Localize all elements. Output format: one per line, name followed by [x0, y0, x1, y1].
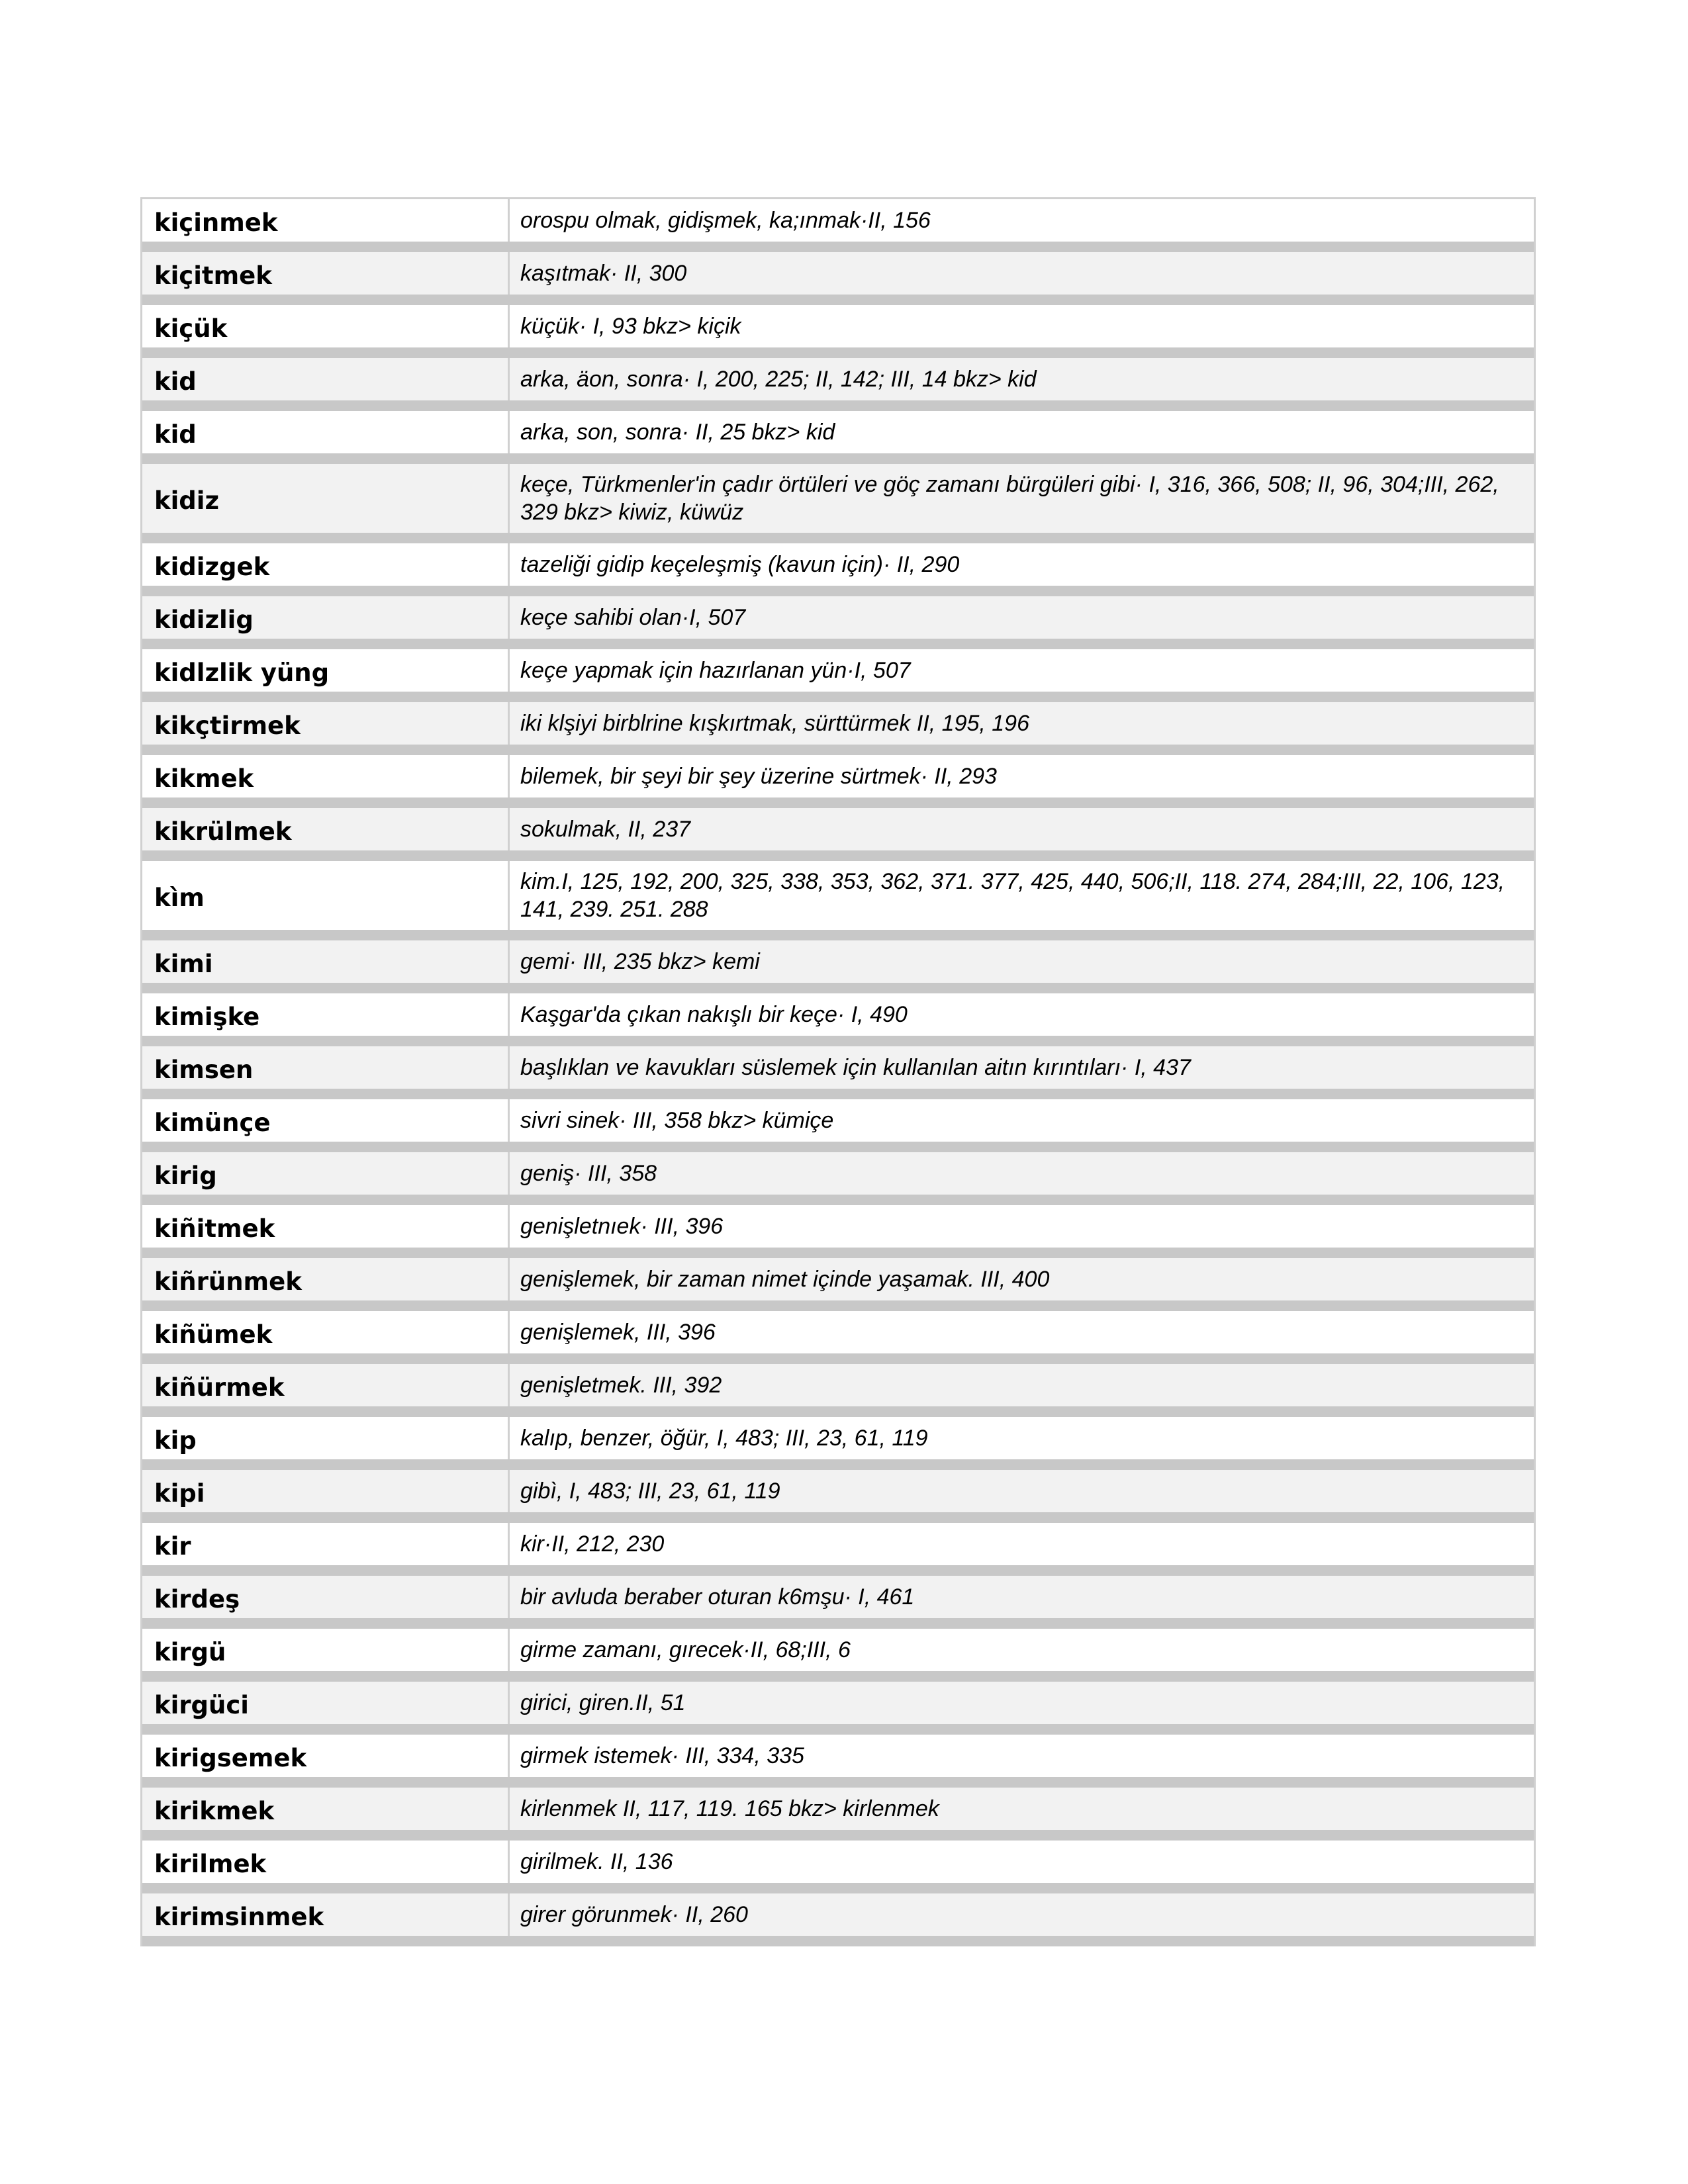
definition: girer görunmek· II, 260: [520, 1902, 748, 1927]
headword: kiñrünmek: [142, 1258, 510, 1300]
definition: kaşıtmak· II, 300: [520, 261, 687, 286]
headword: kimünçe: [142, 1099, 510, 1142]
headword: kirilmek: [142, 1841, 510, 1883]
table-row: [142, 464, 1534, 543]
table-row: [142, 1311, 1534, 1364]
headword: kiçük: [142, 305, 510, 347]
definition: arka, son, sonra· II, 25 bkz> kid: [520, 420, 835, 445]
headword: kiñürmek: [142, 1364, 510, 1406]
definition: genişlemek, bir zaman nimet içinde yaşamak. III, 400: [520, 1267, 1050, 1292]
definition: orospu olmak, gidişmek, ka;ınmak·II, 156: [520, 208, 931, 233]
table-row: [142, 1470, 1534, 1523]
table-row: [142, 411, 1534, 464]
table-row: [142, 755, 1534, 808]
headword: kikçtirmek: [142, 702, 510, 745]
headword: kidizgek: [142, 543, 510, 586]
definition: genişlemek, III, 396: [520, 1320, 716, 1345]
table-row: [142, 543, 1534, 596]
definition: keçe sahibi olan·I, 507: [520, 605, 746, 630]
headword: kirgüci: [142, 1682, 510, 1724]
definition: keçe yapmak için hazırlanan yün·I, 507: [520, 658, 911, 683]
table-row: [142, 1682, 1534, 1735]
definition: geniş· III, 358: [520, 1161, 657, 1186]
definition: kirlenmek II, 117, 119. 165 bkz> kirlenmek: [520, 1796, 939, 1821]
table-row: [142, 940, 1534, 993]
headword: kipi: [142, 1470, 510, 1512]
headword: kidizlig: [142, 596, 510, 639]
table-row: [142, 305, 1534, 358]
headword: kirimsinmek: [142, 1893, 510, 1936]
definition: tazeliği gidip keçeleşmiş (kavun için)· II, 290: [520, 552, 960, 577]
definition: bir avluda beraber oturan k6mşu· I, 461: [520, 1584, 915, 1610]
table-row: [142, 1046, 1534, 1099]
definition: başlıklan ve kavukları süslemek için kullanılan aitın kırıntıları· I, 437: [520, 1055, 1191, 1080]
definition: genişletnıek· III, 396: [520, 1214, 724, 1239]
table-row: [142, 1099, 1534, 1152]
headword: kiñitmek: [142, 1205, 510, 1248]
table-row: [142, 1152, 1534, 1205]
table-row: [142, 358, 1534, 411]
table-row: [142, 596, 1534, 649]
definition: sokulmak, II, 237: [520, 817, 691, 842]
headword: kip: [142, 1417, 510, 1459]
table-row: [142, 1576, 1534, 1629]
headword: kirigsemek: [142, 1735, 510, 1777]
headword: kiçitmek: [142, 252, 510, 295]
definition: genişletmek. III, 392: [520, 1373, 722, 1398]
headword: kikrülmek: [142, 808, 510, 850]
definition: girilmek. II, 136: [520, 1849, 673, 1874]
table-row: [142, 199, 1534, 252]
definition: gemi· III, 235 bkz> kemi: [520, 949, 760, 974]
headword: kirikmek: [142, 1788, 510, 1830]
table-row: [142, 1629, 1534, 1682]
table-row: [142, 1788, 1534, 1841]
headword: kimişke: [142, 993, 510, 1036]
table-row: [142, 993, 1534, 1046]
definition: girmek istemek· III, 334, 335: [520, 1743, 804, 1768]
table-row: [142, 808, 1534, 861]
definition: arka, äon, sonra· I, 200, 225; II, 142; III, 14 bkz> kid: [520, 367, 1037, 392]
table-row: [142, 1258, 1534, 1311]
table-row: [142, 702, 1534, 755]
headword: kiñümek: [142, 1311, 510, 1353]
table-row: [142, 861, 1534, 940]
headword: kid: [142, 411, 510, 453]
table-row: [142, 1841, 1534, 1893]
table-row: [142, 1893, 1534, 1946]
definition: kalıp, benzer, öğür, I, 483; III, 23, 61, 119: [520, 1426, 928, 1451]
table-row: [142, 1205, 1534, 1258]
headword: kir: [142, 1523, 510, 1565]
table-row: [142, 1417, 1534, 1470]
definition: bilemek, bir şeyi bir şey üzerine sürtmek· II, 293: [520, 764, 997, 789]
headword: kirdeş: [142, 1576, 510, 1618]
headword: kìm: [142, 861, 510, 930]
headword: kidlzlik yüng: [142, 649, 510, 692]
definition: sivri sinek· III, 358 bkz> kümiçe: [520, 1108, 834, 1133]
definition: girme zamanı, gırecek·II, 68;III, 6: [520, 1637, 851, 1662]
table-row: [142, 1735, 1534, 1788]
definition: Kaşgar'da çıkan nakışlı bir keçe· I, 490: [520, 1002, 908, 1027]
definition: girici, giren.II, 51: [520, 1690, 686, 1715]
table-row: [142, 252, 1534, 305]
definition: kir·II, 212, 230: [520, 1531, 665, 1557]
headword: kiçinmek: [142, 199, 510, 242]
headword: kikmek: [142, 755, 510, 797]
table-row: [142, 1364, 1534, 1417]
headword: kimi: [142, 940, 510, 983]
dictionary-table: [140, 197, 1536, 1946]
definition: iki klşiyi birblrine kışkırtmak, sürttürmek II, 195, 196: [520, 711, 1030, 736]
definition: küçük· I, 93 bkz> kiçik: [520, 314, 741, 339]
headword: kirgü: [142, 1629, 510, 1671]
headword: kirig: [142, 1152, 510, 1195]
table-row: [142, 1523, 1534, 1576]
definition: gibì, I, 483; III, 23, 61, 119: [520, 1479, 780, 1504]
headword: kid: [142, 358, 510, 400]
headword: kimsen: [142, 1046, 510, 1089]
definition: keçe, Türkmenler'in çadır örtüleri ve göç zamanı bürgüleri gibi· I, 316, 366, 508; II, 96, 304;III, 262, 329 bkz> kiwiz, küwüz: [520, 472, 1499, 525]
table-row: [142, 649, 1534, 702]
headword: kidiz: [142, 464, 510, 533]
definition: kim.I, 125, 192, 200, 325, 338, 353, 362, 371. 377, 425, 440, 506;II, 118. 274, 284;III, 22, 106, 123, 141, 239. 251. 288: [520, 869, 1505, 922]
